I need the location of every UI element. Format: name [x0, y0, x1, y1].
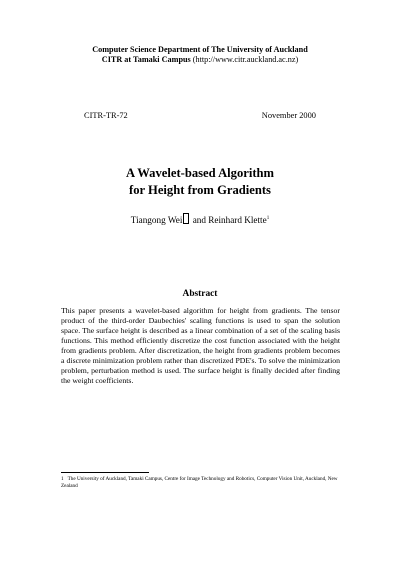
paper-title: [50, 165, 350, 199]
author-connector: and: [190, 215, 209, 225]
report-number: CITR-TR-72: [84, 111, 128, 120]
institution-header: [40, 45, 360, 65]
author-line: [50, 213, 350, 226]
author-name: Reinhard Klette: [208, 215, 267, 225]
report-date: November 2000: [261, 111, 316, 120]
footnote-marker-box: [183, 213, 189, 224]
footnote-number: 1: [61, 476, 64, 482]
title-line-2: for Height from Gradients: [129, 183, 271, 197]
author-name: Tiangong Wei: [130, 215, 183, 225]
department-name: Computer Science Department of The University of Auckland: [92, 45, 308, 54]
abstract-body: This paper presents a wavelet-based algorithm for height from gradients. The tensor product of the third-order Daubechies' scaling functions is used to span the solution space. The surface height is described as a linear combination of a set of the scaling basis functions. This method efficiently discretize the cost function associated with the height from gradients problem. After discretization, the height from gradients problem becomes a discrete minimization problem rather than discretized PDE's. To solve the minimization problem, perturbation method is used. The surface height is finally decided after finding the weight coefficients.: [61, 306, 340, 386]
citr-url: (http://www.citr.auckland.ac.nz): [192, 55, 299, 64]
abstract-heading: Abstract: [182, 289, 218, 299]
citr-label: CITR at Tamaki Campus: [101, 55, 191, 64]
citr-line: [40, 55, 360, 65]
footnote-reference: 1: [266, 216, 270, 221]
footnote-text: The University of Auckland, Tamaki Campus, Centre for Image Technology and Robotics, Computer Vision Unit, Auckland, New Zealand: [61, 476, 338, 490]
footnote-divider: [61, 472, 149, 473]
footnote: [61, 476, 340, 490]
title-line-1: A Wavelet-based Algorithm: [125, 166, 275, 180]
